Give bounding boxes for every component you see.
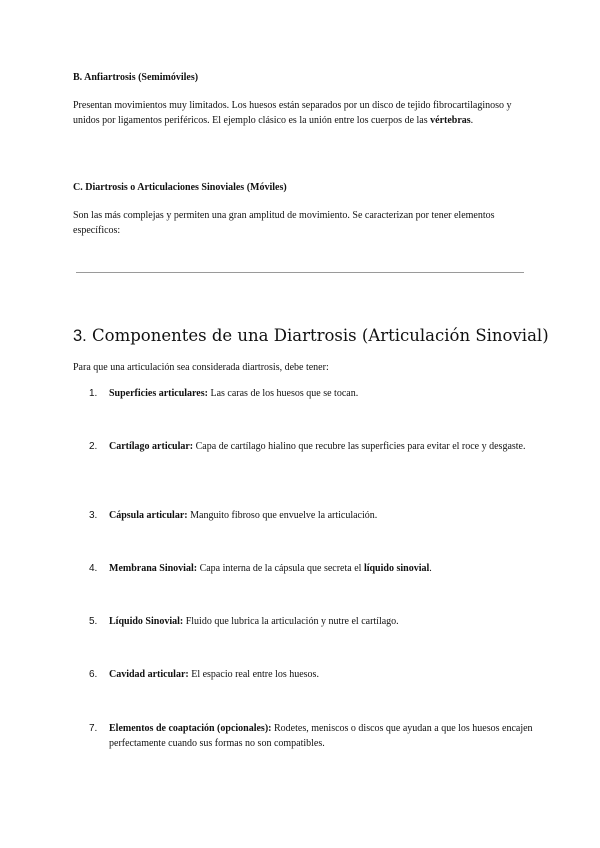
list-item-term: Líquido Sinovial:: [109, 616, 184, 627]
list-item-term: Cartílago articular:: [109, 441, 194, 452]
list-item-term: Superficies articulares:: [109, 388, 208, 399]
list-item-number: 3.: [89, 510, 98, 521]
list-item-description: Capa de cartílago hialino que recubre las superficies para evitar el roce y desgaste.: [193, 441, 526, 452]
section-c-paragraph: Son las más complejas y permiten una gran amplitud de movimiento. Se caracterizan por tener elementos específicos:: [73, 210, 495, 236]
list-item-term: Elementos de coaptación (opcionales):: [109, 723, 272, 734]
list-item-bold-term: líquido sinovial: [363, 563, 430, 574]
list-item-term: Cavidad articular:: [109, 669, 189, 680]
list-item-number: 5.: [89, 616, 98, 627]
list-item: [89, 614, 533, 629]
list-item-number: 1.: [89, 388, 98, 399]
list-item-description: Rodetes, meniscos o discos que ayudan a que los huesos encajen perfectamente cuando sus formas no son compatibles.: [109, 723, 533, 749]
list-item-term: Membrana Sinovial:: [109, 563, 198, 574]
list-item-number: 7.: [89, 723, 98, 734]
list-item: [89, 439, 533, 454]
list-item-description: Fluido que lubrica la articulación y nutre el cartílago.: [183, 616, 399, 627]
section-3-title: [73, 326, 549, 346]
section-3-intro: Para que una articulación sea considerada diartrosis, debe tener:: [73, 362, 329, 373]
section-c-heading: C. Diartrosis o Articulaciones Sinoviales (Móviles): [73, 182, 287, 193]
list-item-number: 2.: [89, 441, 98, 452]
section-b-bold-term: vértebras: [430, 115, 471, 126]
section-3-title-text: Componentes de una Diartrosis (Articulación Sinovial): [92, 326, 549, 345]
list-item: [89, 721, 533, 751]
list-item: [89, 667, 533, 682]
list-item-description: El espacio real entre los huesos.: [188, 669, 319, 680]
list-item-number: 4.: [89, 563, 98, 574]
horizontal-divider: [76, 272, 524, 273]
list-item-description-end: .: [429, 563, 432, 574]
list-item-description: Capa interna de la cápsula que secreta el: [197, 563, 364, 574]
list-item: [89, 561, 533, 576]
list-item: [89, 386, 533, 401]
list-item-number: 6.: [89, 669, 98, 680]
section-3-number: 3.: [73, 327, 87, 345]
section-b-paragraph: [73, 98, 533, 128]
list-item-term: Cápsula articular:: [109, 510, 188, 521]
list-item: [89, 508, 533, 523]
list-item-description: Las caras de los huesos que se tocan.: [207, 388, 359, 399]
section-b-text-end: .: [470, 115, 474, 126]
section-b-text: Presentan movimientos muy limitados. Los huesos están separados por un disco de tejido fibrocartilaginoso y unidos por ligamentos periféricos. El ejemplo clásico es la unión entre los cuerpos de las: [73, 100, 512, 126]
section-b-heading: B. Anfiartrosis (Semimóviles): [73, 72, 199, 83]
list-item-description: Manguito fibroso que envuelve la articulación.: [187, 510, 378, 521]
